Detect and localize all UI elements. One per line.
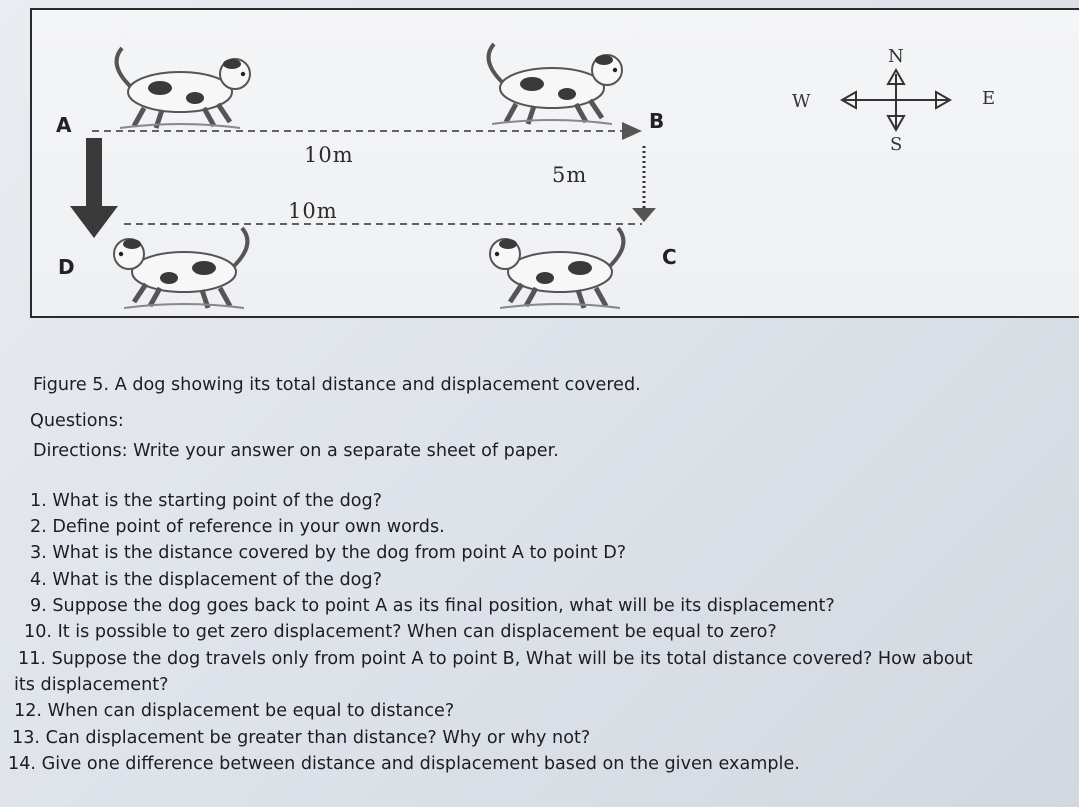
question-item: 11. Suppose the dog travels only from point A to point B, What will be its total distance covered? How about bbox=[18, 649, 973, 669]
questions-heading: Questions: bbox=[30, 411, 124, 431]
question-item: 10. It is possible to get zero displacement? When can displacement be equal to zero? bbox=[24, 622, 777, 642]
dog-image-b bbox=[489, 44, 622, 124]
directions-text: Directions: Write your answer on a separate sheet of paper. bbox=[33, 441, 559, 461]
arrow-b bbox=[622, 122, 642, 140]
dog-image-d bbox=[114, 228, 247, 308]
question-item: 12. When can displacement be equal to distance? bbox=[14, 701, 455, 721]
compass-south-label: S bbox=[890, 134, 903, 155]
question-item: 3. What is the distance covered by the dog from point A to point D? bbox=[30, 543, 627, 563]
point-a-label: A bbox=[56, 113, 72, 137]
point-b-label: B bbox=[649, 109, 665, 133]
question-item: 9. Suppose the dog goes back to point A as its final position, what will be its displacement? bbox=[30, 596, 835, 616]
question-item: 2. Define point of reference in your own words. bbox=[30, 517, 445, 537]
dog-image-c bbox=[490, 228, 623, 308]
question-item: 13. Can displacement be greater than distance? Why or why not? bbox=[12, 728, 591, 748]
compass-west-label: W bbox=[792, 91, 811, 112]
displacement-arrow-head bbox=[70, 206, 118, 238]
question-item-continuation: its displacement? bbox=[14, 675, 169, 695]
compass-rose bbox=[842, 70, 950, 130]
point-c-label: C bbox=[662, 245, 677, 269]
distance-ab-label: 10m bbox=[304, 143, 354, 167]
point-d-label: D bbox=[58, 255, 75, 279]
compass-north-label: N bbox=[888, 46, 904, 67]
figure-diagram bbox=[32, 10, 1079, 320]
question-item: 1. What is the starting point of the dog? bbox=[30, 491, 383, 511]
arrow-c bbox=[632, 208, 656, 222]
dog-image-a bbox=[117, 48, 250, 128]
compass-east-label: E bbox=[982, 88, 996, 109]
distance-cd-label: 10m bbox=[288, 199, 338, 223]
displacement-arrow-shaft bbox=[86, 138, 102, 210]
question-item: 4. What is the displacement of the dog? bbox=[30, 570, 382, 590]
figure-panel bbox=[30, 8, 1079, 318]
question-item: 14. Give one difference between distance and displacement based on the given example. bbox=[8, 754, 800, 774]
figure-caption: Figure 5. A dog showing its total distance and displacement covered. bbox=[33, 375, 641, 395]
distance-bc-label: 5m bbox=[552, 163, 588, 187]
